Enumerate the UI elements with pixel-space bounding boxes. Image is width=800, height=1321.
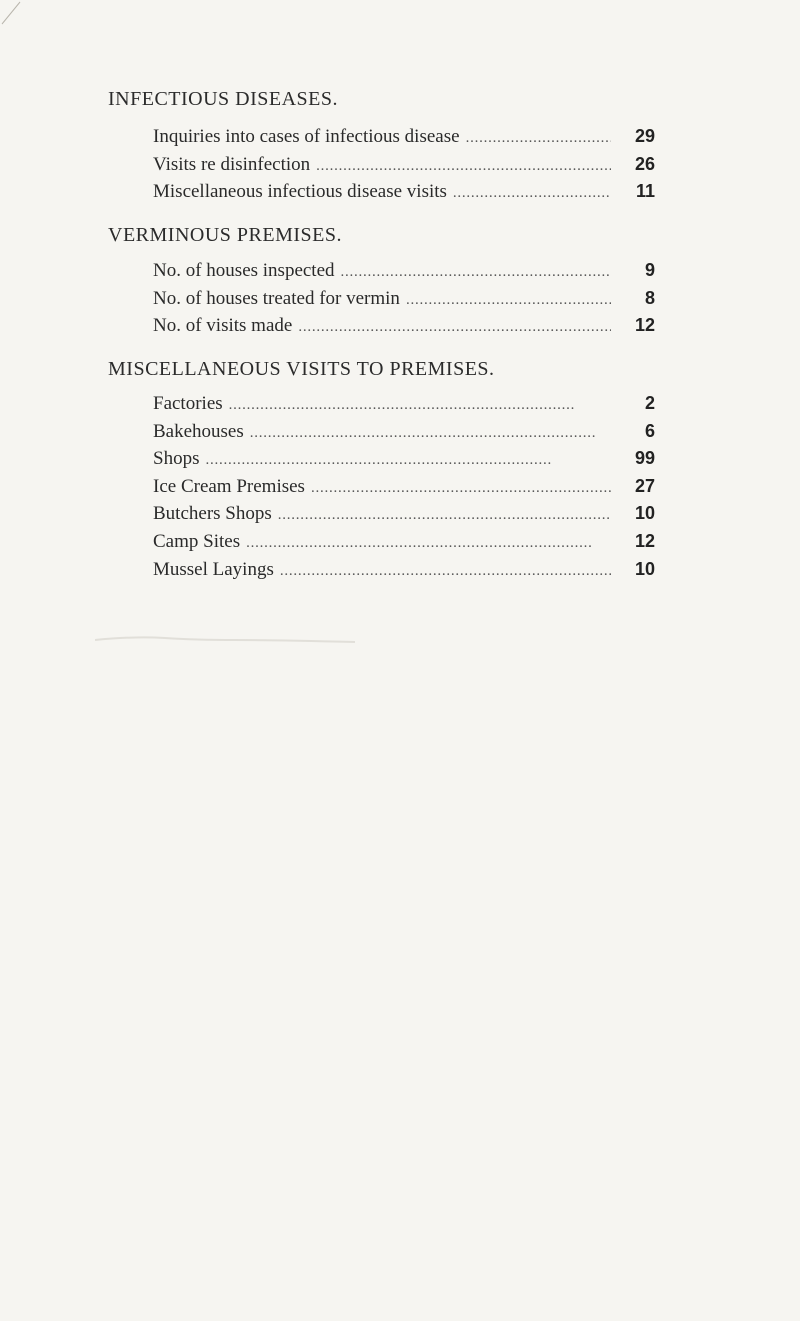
list-item <box>153 257 655 285</box>
entry-value: 10 <box>634 503 655 524</box>
dot-leader <box>298 314 611 342</box>
entry-value: 2 <box>644 393 655 413</box>
entry-value: 99 <box>634 448 655 469</box>
entry-list <box>153 257 655 340</box>
list-item <box>153 528 655 556</box>
section-heading: VERMINOUS PREMISES. <box>108 224 342 246</box>
list-item <box>153 151 655 179</box>
list-item <box>153 178 655 206</box>
section-heading: MISCELLANEOUS VISITS TO PREMISES. <box>108 358 495 380</box>
entry-label: Factories <box>153 393 223 414</box>
entry-label: No. of houses inspected <box>153 260 335 281</box>
dot-leader <box>341 259 611 287</box>
list-item <box>153 123 655 151</box>
entry-value: 11 <box>635 181 655 202</box>
entry-label: Butchers Shops <box>153 503 272 525</box>
dot-leader <box>278 502 611 530</box>
entry-value: 10 <box>634 558 655 579</box>
entry-label: Miscellaneous infectious disease visits <box>153 181 447 203</box>
entry-label: Visits re disinfection <box>153 153 311 175</box>
dot-leader <box>280 558 611 586</box>
entry-label: No. of houses treated for vermin <box>153 287 400 309</box>
entry-value: 26 <box>634 153 655 174</box>
corner-pencil-mark <box>0 0 40 40</box>
entry-label: Bakehouses <box>153 420 244 442</box>
entry-value: 27 <box>634 475 655 496</box>
dot-leader <box>246 530 611 558</box>
list-item <box>153 390 655 418</box>
list-item <box>153 285 655 313</box>
entry-label: Shops <box>153 448 200 470</box>
dot-leader <box>453 180 611 208</box>
entry-label: Mussel Layings <box>153 558 274 580</box>
entry-value: 6 <box>644 420 655 441</box>
dot-leader <box>311 475 611 503</box>
list-item <box>153 500 655 528</box>
entry-label: Camp Sites <box>153 530 241 552</box>
entry-value: 12 <box>634 530 655 551</box>
dot-leader <box>406 287 611 315</box>
list-item <box>153 312 655 340</box>
entry-value: 29 <box>634 126 655 146</box>
entry-label: Inquiries into cases of infectious disease <box>153 126 460 147</box>
entry-value: 9 <box>644 260 655 280</box>
paper-smudge <box>95 628 355 648</box>
entry-list <box>153 123 655 206</box>
list-item <box>153 445 655 473</box>
entry-label: No. of visits made <box>153 315 293 337</box>
dot-leader <box>205 447 611 475</box>
entry-list <box>153 390 655 583</box>
list-item <box>153 556 655 584</box>
dot-leader <box>316 153 611 181</box>
dot-leader <box>229 392 611 420</box>
entry-value: 8 <box>644 287 655 308</box>
dot-leader <box>250 420 611 448</box>
entry-value: 12 <box>634 315 655 336</box>
list-item <box>153 473 655 501</box>
section-heading: INFECTIOUS DISEASES. <box>108 88 339 110</box>
dot-leader <box>466 125 611 153</box>
list-item <box>153 418 655 446</box>
entry-label: Ice Cream Premises <box>153 475 305 497</box>
